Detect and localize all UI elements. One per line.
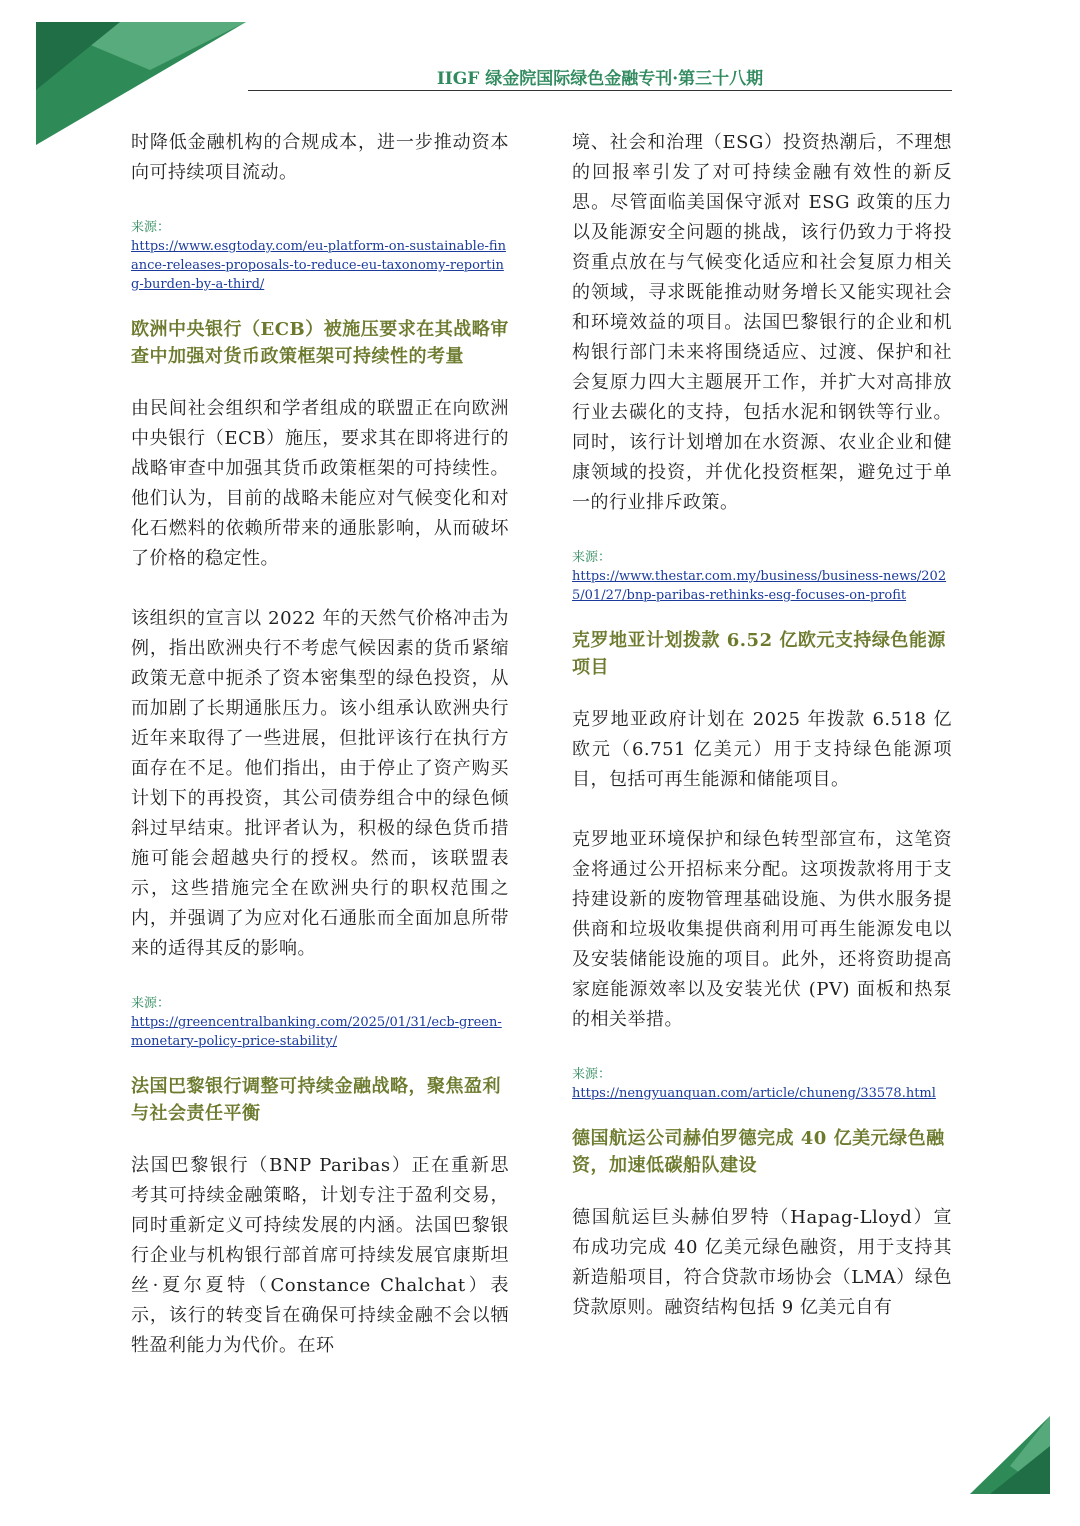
paragraph-bnp-continued: 境、社会和治理（ESG）投资热潮后，不理想的回报率引发了对可持续金融有效性的新反思。尽管面临美国保守派对 ESG 政策的压力以及能源安全问题的挑战，该行仍致力于将投资重点放在与气候变化适应和社会复原力相关的领域，寻求既能推动财务增长又能实现社会和环境效益的项目。法国巴黎银行的企业和机构银行部门未来将围绕适应、过渡、保护和社会复原力四大主题展开工作，并扩大对高排放行业去碳化的支持，包括水泥和钢铁等行业。同时，该行计划增加在水资源、农业企业和健康领域的投资，并优化投资框架，避免过于单一的行业排斥政策。 — [572, 132, 952, 513]
paragraph-bnp-1: 法国巴黎银行（BNP Paribas）正在重新思考其可持续金融策略，计划专注于盈利交易，同时重新定义可持续发展的内涵。法国巴黎银行企业与机构银行部首席可持续发展官康斯坦丝·夏尔夏特（Constance Chalchat）表示，该行的转变旨在确保可持续金融不会以牺牲盈利能力为代价。在环 — [131, 1155, 509, 1356]
paragraph-continued: 时降低金融机构的合规成本，进一步推动资本向可持续项目流动。 — [131, 132, 509, 183]
right-column — [572, 128, 952, 1353]
corner-decoration-bottom-right — [970, 1416, 1080, 1526]
article-heading-ecb: 欧洲中央银行（ECB）被施压要求在其战略审查中加强对货币政策框架可持续性的考量 — [131, 319, 509, 367]
source-label: 来源： — [131, 220, 171, 235]
page-header-title: IIGF 绿金院国际绿色金融专刊·第三十八期 — [436, 69, 764, 89]
article-heading-bnp: 法国巴黎银行调整可持续金融战略，聚焦盈利与社会责任平衡 — [131, 1076, 501, 1124]
source-link-esgtoday[interactable]: https://www.esgtoday.com/eu-platform-on-sustainable-finance-releases-proposals-to-reduce-eu-taxonomy-reporting-burden-by-a-third/ — [131, 239, 506, 292]
source-link-greencentralbanking[interactable]: https://greencentralbanking.com/2025/01/31/ecb-green-monetary-policy-price-stability/ — [131, 1015, 502, 1049]
paragraph-croatia-2: 克罗地亚环境保护和绿色转型部宣布，这笔资金将通过公开招标来分配。这项拨款将用于支持建设新的废物管理基础设施、为供水服务提供商和垃圾收集提供商利用可再生能源发电以及安装储能设施的项目。此外，还将资助提高家庭能源效率以及安装光伏 (PV) 面板和热泵的相关举措。 — [572, 829, 952, 1030]
header-divider — [248, 90, 952, 91]
source-label: 来源： — [572, 550, 612, 565]
source-label: 来源： — [572, 1067, 612, 1082]
paragraph-hapag-lloyd-1: 德国航运巨头赫伯罗特（Hapag-Lloyd）宣布成功完成 40 亿美元绿色融资，用于支持其新造船项目，符合贷款市场协会（LMA）绿色贷款原则。融资结构包括 9 亿美元自有 — [572, 1207, 952, 1318]
article-heading-croatia: 克罗地亚计划拨款 6.52 亿欧元支持绿色能源项目 — [572, 630, 946, 678]
paragraph-ecb-1: 由民间社会组织和学者组成的联盟正在向欧洲中央银行（ECB）施压，要求其在即将进行的战略审查中加强其货币政策框架的可持续性。他们认为，目前的战略未能应对气候变化和对化石燃料的依赖所带来的通胀影响，从而破坏了价格的稳定性。 — [131, 398, 509, 569]
paragraph-croatia-1: 克罗地亚政府计划在 2025 年拨款 6.518 亿欧元（6.751 亿美元）用于支持绿色能源项目，包括可再生能源和储能项目。 — [572, 709, 952, 790]
source-link-thestar[interactable]: https://www.thestar.com.my/business/business-news/2025/01/27/bnp-paribas-rethinks-esg-focuses-on-profit — [572, 569, 947, 603]
left-column — [131, 128, 509, 1391]
article-heading-hapag-lloyd: 德国航运公司赫伯罗德完成 40 亿美元绿色融资，加速低碳船队建设 — [572, 1128, 945, 1176]
source-label: 来源： — [131, 996, 171, 1011]
paragraph-ecb-2: 该组织的宣言以 2022 年的天然气价格冲击为例，指出欧洲央行不考虑气候因素的货币紧缩政策无意中扼杀了资本密集型的绿色投资，从而加剧了长期通胀压力。该小组承认欧洲央行近年来取得了一些进展，但批评该行在执行方面存在不足。他们指出，由于停止了资产购买计划下的再投资，其公司债券组合中的绿色倾斜过早结束。批评者认为，积极的绿色货币措施可能会超越央行的授权。然而，该联盟表示，这些措施完全在欧洲央行的职权范围之内，并强调了为应对化石通胀而全面加息所带来的适得其反的影响。 — [131, 608, 509, 959]
source-link-nengyuanquan[interactable]: https://nengyuanquan.com/article/chuneng/33578.html — [572, 1086, 936, 1101]
